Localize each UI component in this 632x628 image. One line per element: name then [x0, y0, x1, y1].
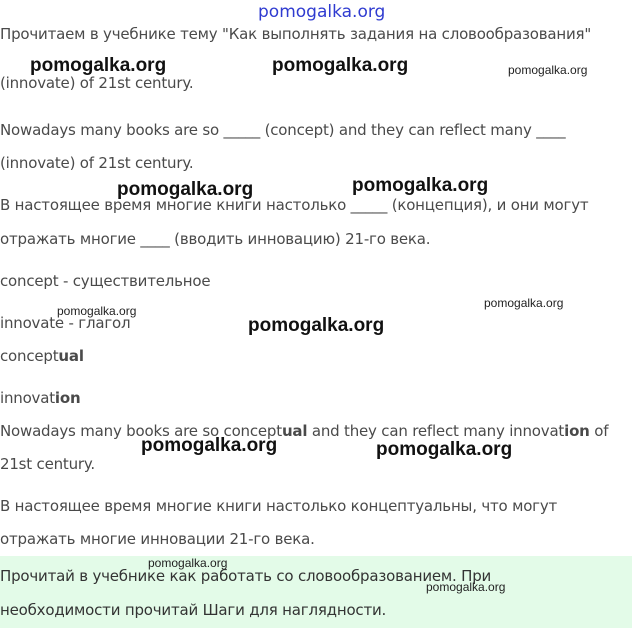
watermark: pomogalka.org [508, 63, 588, 77]
task-ru-line-2: отражать многие ____ (вводить инновацию) 21-го века. [0, 230, 431, 248]
answer-ru-line-1: В настоящее время многие книги настолько концептуальны, что могут [0, 497, 558, 515]
answer-suffix-ion: ion [564, 422, 590, 440]
answer-text-a: Nowadays many books are so concept [0, 422, 282, 440]
conceptual-suffix: ual [58, 347, 84, 365]
task-ru-line-1: В настоящее время многие книги настолько _____ (концепция), и они могут [0, 196, 589, 214]
watermark: pomogalka.org [141, 435, 278, 456]
watermark: pomogalka.org [376, 439, 513, 460]
task-en-line-1: Nowadays many books are so _____ (concept) and they can reflect many ____ [0, 121, 566, 139]
watermark-top: pomogalka.org [258, 2, 386, 22]
answer-ru-line-2: отражать многие инновации 21-го века. [0, 530, 315, 548]
answer-en-line-2: 21st century. [0, 455, 95, 473]
intro-line: Прочитаем в учебнике тему "Как выполнять задания на словообразования" [0, 25, 592, 43]
answer-text-e: of [589, 422, 609, 440]
innovate-part-of-speech: innovate - глагол [0, 314, 131, 332]
tip-line-1: Прочитай в учебнике как работать со словообразованием. При [0, 567, 492, 585]
watermark: pomogalka.org [352, 175, 489, 196]
conceptual-root: concept [0, 347, 59, 365]
tip-line-2: необходимости прочитай Шаги для наглядности. [0, 601, 387, 619]
fragment-line: (innovate) of 21st century. [0, 74, 194, 92]
concept-part-of-speech: concept - существительное [0, 272, 211, 290]
innovation-word [0, 388, 80, 408]
watermark: pomogalka.org [272, 55, 409, 76]
innovation-suffix: ion [54, 389, 81, 407]
watermark: pomogalka.org [426, 580, 506, 594]
watermark: pomogalka.org [148, 556, 228, 570]
conceptual-word [0, 346, 84, 366]
watermark: pomogalka.org [248, 315, 385, 336]
watermark: pomogalka.org [57, 304, 137, 318]
answer-suffix-ual: ual [281, 422, 308, 440]
task-en-line-2: (innovate) of 21st century. [0, 154, 194, 172]
answer-en-line-1 [0, 421, 608, 441]
watermark: pomogalka.org [30, 55, 167, 76]
innovation-root: innovat [0, 389, 55, 407]
answer-text-c: and they can reflect many innovat [307, 422, 565, 440]
watermark: pomogalka.org [484, 296, 564, 310]
watermark: pomogalka.org [117, 179, 254, 200]
